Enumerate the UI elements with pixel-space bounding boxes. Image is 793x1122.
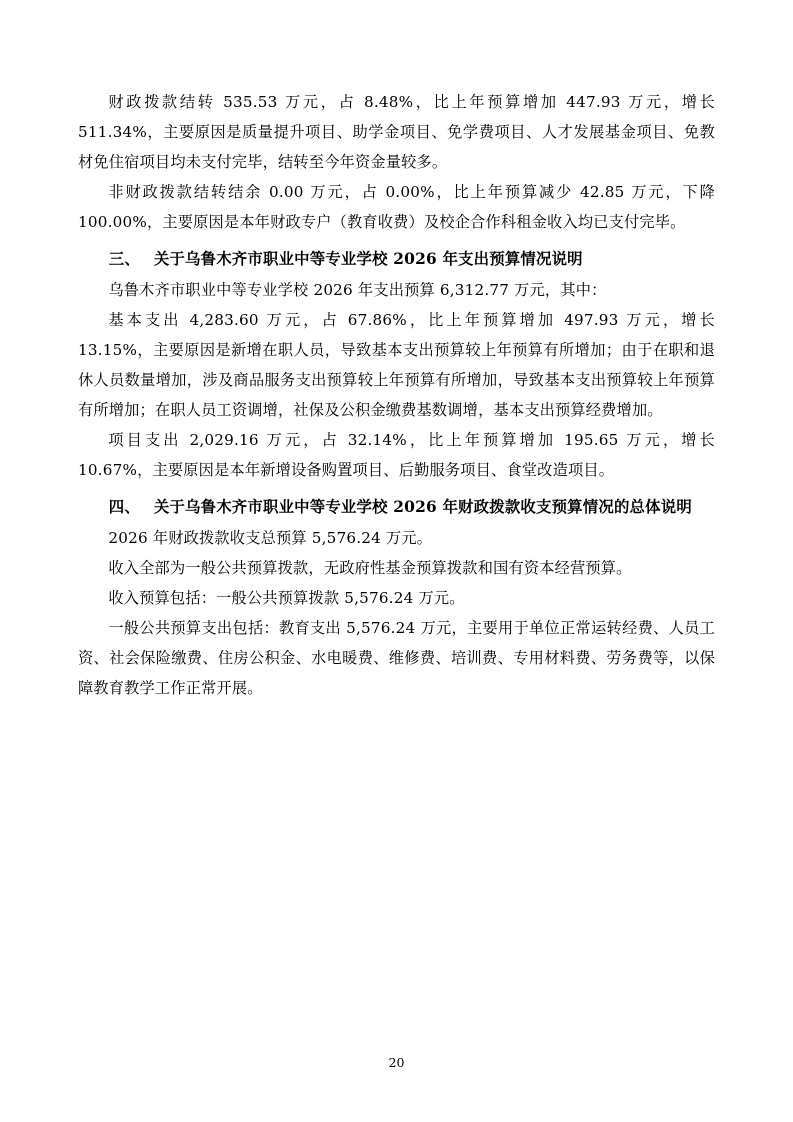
section-number: 四、 <box>108 497 140 516</box>
paragraph: 一般公共预算支出包括：教育支出 5,576.24 万元，主要用于单位正常运转经费、人员工资、社会保险缴费、住房公积金、水电暖费、维修费、培训费、专用材料费、劳务费等，以保障教育教学工作正常开展。 <box>78 618 715 697</box>
paragraph: 收入预算包括：一般公共预算拨款 5,576.24 万元。 <box>108 588 465 607</box>
paragraph: 项目支出 2,029.16 万元，占 32.14%，比上年预算增加 195.65 万元，增长 10.67%，主要原因是本年新增设备购置项目、后勤服务项目、食堂改造项目。 <box>78 430 715 479</box>
section-title: 关于乌鲁木齐市职业中等专业学校 2026 年支出预算情况说明 <box>153 249 583 268</box>
paragraph: 2026 年财政拨款收支总预算 5,576.24 万元。 <box>108 528 433 547</box>
section-heading-three <box>78 244 715 274</box>
paragraph: 基本支出 4,283.60 万元，占 67.86%，比上年预算增加 497.93 万元，增长 13.15%，主要原因是新增在职人员，导致基本支出预算较上年预算有所增加；由于在职和退休人员数量增加，涉及商品服务支出预算较上年预算有所增加，导致基本支出预算较上年预算有所增加；在职人员工资调增，社保及公积金缴费基数调增，基本支出预算经费增加。 <box>78 310 715 419</box>
paragraph: 乌鲁木齐市职业中等专业学校 2026 年支出预算 6,312.77 万元，其中： <box>108 281 607 300</box>
paragraph: 非财政拨款结转结余 0.00 万元，占 0.00%，比上年预算减少 42.85 万元，下降 100.00%，主要原因是本年财政专户（教育收费）及校企合作科租金收入均已支付完毕。 <box>78 182 715 231</box>
paragraph: 收入全部为一般公共预算拨款，无政府性基金预算拨款和国有资本经营预算。 <box>108 558 632 577</box>
section-number: 三、 <box>108 249 140 268</box>
section-title: 关于乌鲁木齐市职业中等专业学校 2026 年财政拨款收支预算情况的总体说明 <box>153 497 692 516</box>
paragraph: 财政拨款结转 535.53 万元，占 8.48%，比上年预算增加 447.93 万元，增长 511.34%，主要原因是质量提升项目、助学金项目、免学费项目、人才发展基金项目、免教材免住宿项目均未支付完毕，结转至今年资金量较多。 <box>78 93 715 171</box>
document-body <box>78 88 715 704</box>
section-heading-four <box>78 492 715 522</box>
page-number: 20 <box>388 1055 405 1070</box>
